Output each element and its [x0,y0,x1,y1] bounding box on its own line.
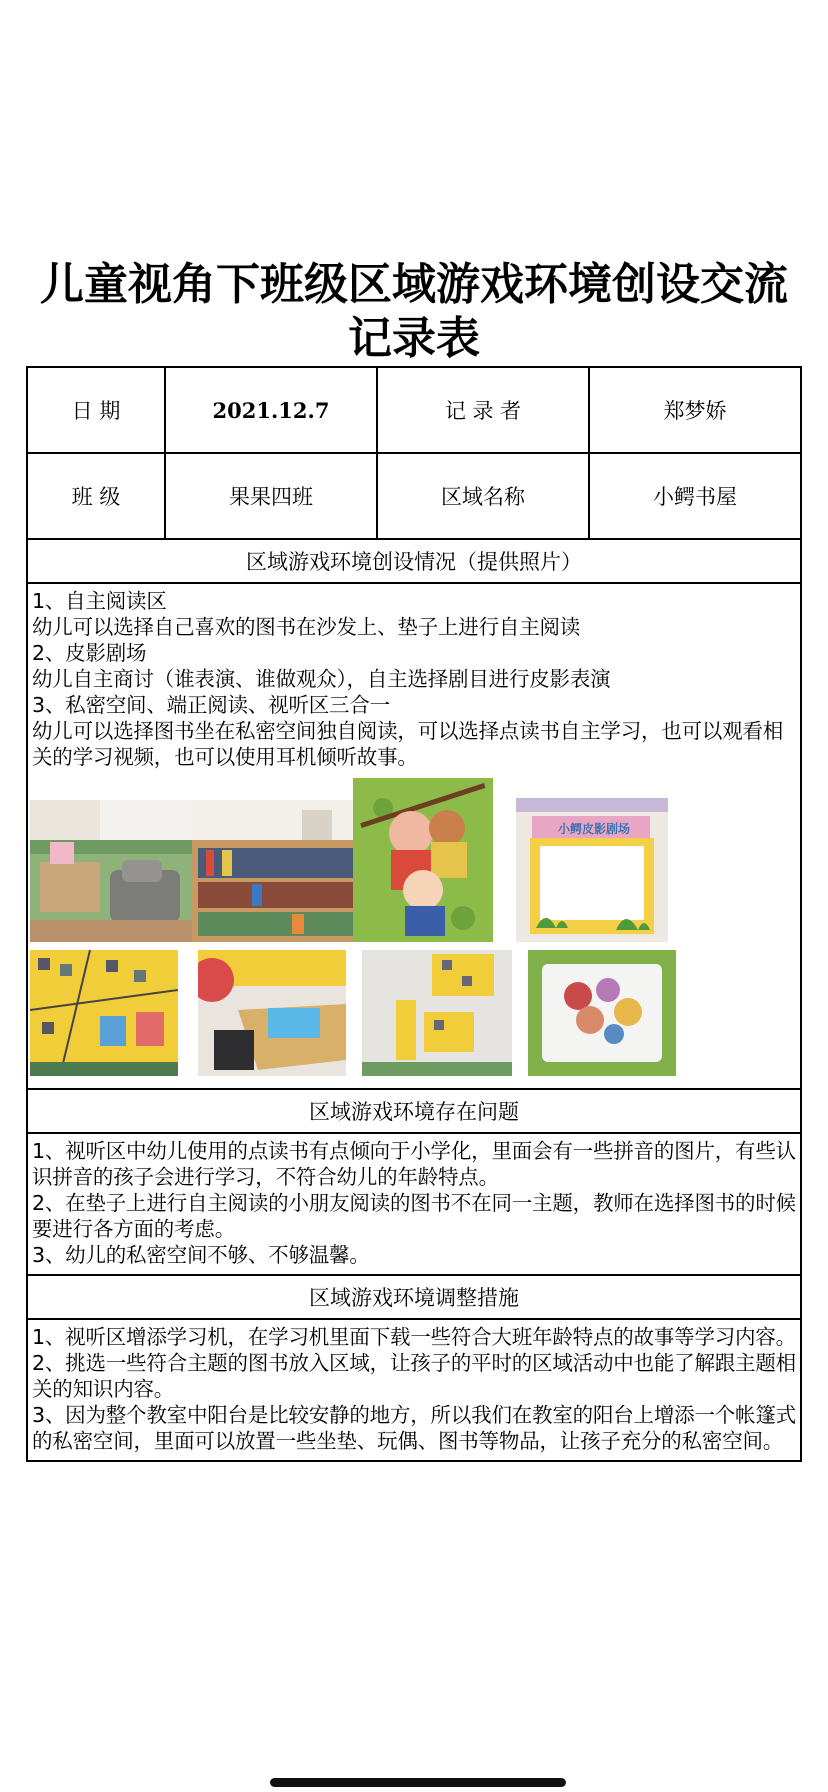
date-label: 日 期 [28,368,166,454]
section-measures-text [28,1320,800,1460]
section-setup-text [28,584,800,772]
class-label: 班 级 [28,454,166,540]
list-item: 1、自主阅读区 [32,589,167,613]
photo-toy-basket [528,950,676,1076]
photo-yellow-board [30,950,178,1076]
list-item: 幼儿可以选择图书坐在私密空间独自阅读，可以选择点读书自主学习，也可以观看相关的学习视频，也可以使用耳机倾听故事。 [32,719,784,769]
photo-puppet-theater [516,798,668,942]
area-label: 区域名称 [378,454,590,540]
photo-reading-sofa [30,800,198,942]
area-value: 小鳄书屋 [590,454,800,540]
section-problems-text [28,1134,800,1276]
photo-bookshelf [192,800,360,942]
photo-gallery [28,772,800,1090]
list-item: 2、挑选一些符合主题的图书放入区域，让孩子的平时的区域活动中也能了解跟主题相关的知识内容。 [32,1351,796,1401]
theater-sign-text: 小鳄皮影剧场 [557,822,630,836]
photo-shadow-puppets [353,778,493,942]
photo-row-1 [30,778,800,946]
home-indicator[interactable] [270,1778,566,1787]
recorder-value: 郑梦娇 [590,368,800,454]
list-item: 3、幼儿的私密空间不够、不够温馨。 [32,1243,370,1267]
list-item: 3、因为整个教室中阳台是比较安静的地方，所以我们在教室的阳台上增添一个帐篷式的私密空间，里面可以放置一些坐垫、玩偶、图书等物品，让孩子充分的私密空间。 [32,1403,796,1453]
info-grid [28,368,800,540]
record-table [26,366,802,1462]
list-item: 2、在垫子上进行自主阅读的小朋友阅读的图书不在同一主题，教师在选择图书的时候要进行各方面的考虑。 [32,1191,796,1241]
photo-reading-desk [198,950,346,1076]
list-item: 2、皮影剧场 [32,641,147,665]
photo-row-2 [30,950,800,1082]
section-setup-heading: 区域游戏环境创设情况（提供照片） [28,540,800,584]
photo-private-space [362,950,512,1076]
page-title: 儿童视角下班级区域游戏环境创设交流记录表 [40,259,788,364]
list-item: 3、私密空间、端正阅读、视听区三合一 [32,693,390,717]
class-value: 果果四班 [166,454,378,540]
section-problems-heading: 区域游戏环境存在问题 [28,1090,800,1134]
list-item: 1、视听区增添学习机，在学习机里面下载一些符合大班年龄特点的故事等学习内容。 [32,1325,796,1349]
list-item: 幼儿自主商讨（谁表演、谁做观众），自主选择剧目进行皮影表演 [32,667,611,691]
recorder-label: 记 录 者 [378,368,590,454]
section-measures-heading: 区域游戏环境调整措施 [28,1276,800,1320]
list-item: 1、视听区中幼儿使用的点读书有点倾向于小学化，里面会有一些拼音的图片，有些认识拼音的孩子会进行学习，不符合幼儿的年龄特点。 [32,1139,796,1189]
date-value: 2021.12.7 [166,368,378,454]
list-item: 幼儿可以选择自己喜欢的图书在沙发上、垫子上进行自主阅读 [32,615,581,639]
